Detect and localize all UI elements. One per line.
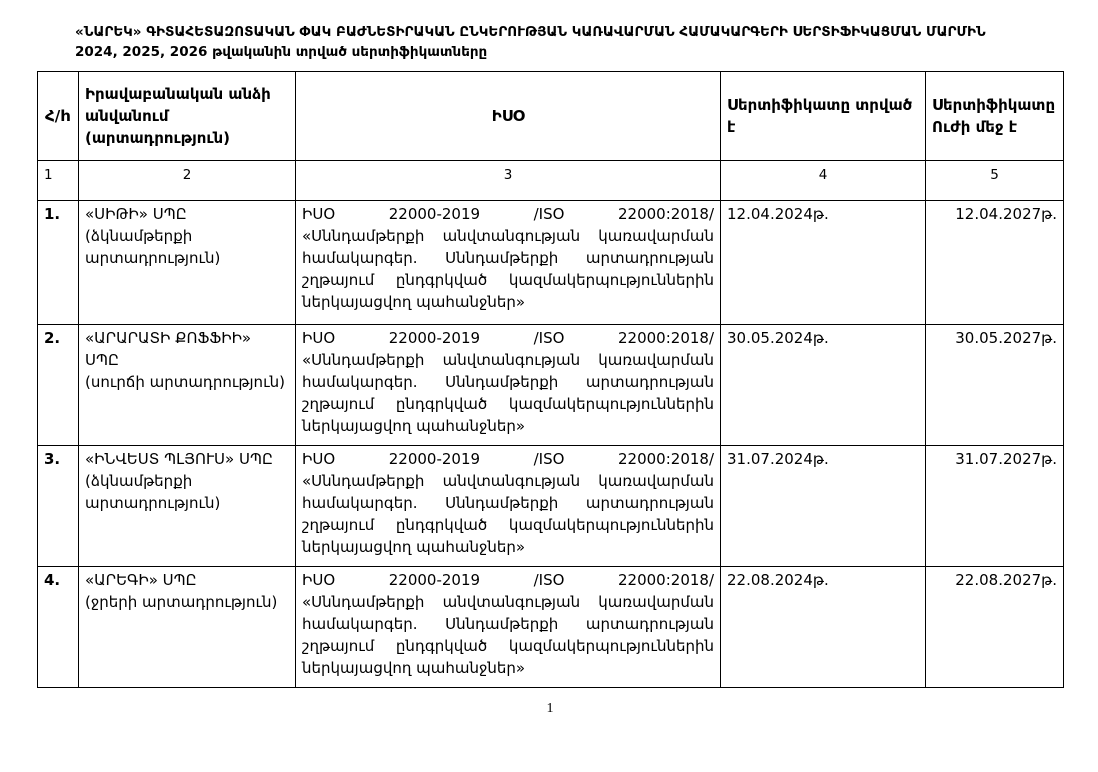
iso-line: շղթայում ընդգրկված կազմակերպություններին <box>302 637 714 656</box>
company-cell <box>79 325 296 446</box>
company-activity: (սուրճի արտադրություն) <box>85 373 285 392</box>
row-number: 1. <box>38 201 79 325</box>
iso-line: շղթայում ընդգրկված կազմակերպություններին <box>302 271 714 290</box>
iso-cell <box>296 567 721 688</box>
row-number: 2. <box>38 325 79 446</box>
iso-line: ներկայացվող պահանջներ» <box>302 659 526 678</box>
company-name: «ԱՐԱՐԱՏԻ ՔՈՖՖԻԻ» ՍՊԸ <box>85 329 252 370</box>
company-name: «ՍԻԹԻ» ՍՊԸ <box>85 205 187 224</box>
iso-line: համակարգեր. Սննդամթերքի արտադրության <box>302 615 714 634</box>
company-cell <box>79 201 296 325</box>
issued-date: 31.07.2024թ. <box>721 446 926 567</box>
company-activity: (ձկնամթերքի արտադրություն) <box>85 227 221 268</box>
page-title-line2: 2024, 2025, 2026 թվականին տրված սերտիֆիկատները <box>75 43 488 60</box>
iso-line: ներկայացվող պահանջներ» <box>302 417 526 436</box>
iso-line: «Սննդամթերքի անվտանգության կառավարման <box>302 227 714 246</box>
iso-cell <box>296 446 721 567</box>
valid-date: 30.05.2027թ. <box>926 325 1064 446</box>
iso-line: ԻՍՕ 22000-2019 /ISO 22000:2018/ <box>302 571 714 590</box>
issued-date: 30.05.2024թ. <box>721 325 926 446</box>
iso-line: «Սննդամթերքի անվտանգության կառավարման <box>302 351 714 370</box>
column-number-1: 1 <box>38 161 79 201</box>
valid-date: 12.04.2027թ. <box>926 201 1064 325</box>
col-header-valid: Սերտիֆիկատը Ուժի մեջ է <box>926 72 1064 161</box>
page-number: 1 <box>546 701 554 717</box>
table-header-row <box>38 72 1064 161</box>
table-row <box>38 325 1064 446</box>
col-header-issued: Սերտիֆիկատը տրված է <box>721 72 926 161</box>
iso-line: ներկայացվող պահանջներ» <box>302 538 526 557</box>
page-title <box>75 23 1038 62</box>
company-cell <box>79 446 296 567</box>
iso-cell <box>296 201 721 325</box>
issued-date: 12.04.2024թ. <box>721 201 926 325</box>
iso-line: «Սննդամթերքի անվտանգության կառավարման <box>302 593 714 612</box>
valid-date: 22.08.2027թ. <box>926 567 1064 688</box>
table-row <box>38 567 1064 688</box>
col-header-company: Իրավաբանական անձի անվանում (արտադրություն) <box>79 72 296 161</box>
company-cell <box>79 567 296 688</box>
iso-line: համակարգեր. Սննդամթերքի արտադրության <box>302 249 714 268</box>
column-number-2: 2 <box>79 161 296 201</box>
iso-line: համակարգեր. Սննդամթերքի արտադրության <box>302 373 714 392</box>
valid-date: 31.07.2027թ. <box>926 446 1064 567</box>
iso-cell <box>296 325 721 446</box>
issued-date: 22.08.2024թ. <box>721 567 926 688</box>
column-number-3: 3 <box>296 161 721 201</box>
iso-line: ԻՍՕ 22000-2019 /ISO 22000:2018/ <box>302 329 714 348</box>
iso-line: ԻՍՕ 22000-2019 /ISO 22000:2018/ <box>302 450 714 469</box>
col-header-number: Հ/h <box>38 72 79 161</box>
iso-line: շղթայում ընդգրկված կազմակերպություններին <box>302 395 714 414</box>
company-activity: (ձկնամթերքի արտադրություն) <box>85 472 221 513</box>
row-number: 4. <box>38 567 79 688</box>
col-header-iso: ԻՍՕ <box>296 72 721 161</box>
iso-line: շղթայում ընդգրկված կազմակերպություններին <box>302 516 714 535</box>
column-number-5: 5 <box>926 161 1064 201</box>
row-number: 3. <box>38 446 79 567</box>
company-name: «ԻՆՎԵՍՏ ՊԼՅՈՒՍ» ՍՊԸ <box>85 450 273 469</box>
column-number-4: 4 <box>721 161 926 201</box>
iso-line: ներկայացվող պահանջներ» <box>302 293 526 312</box>
column-numbering-row <box>38 161 1064 201</box>
iso-line: «Սննդամթերքի անվտանգության կառավարման <box>302 472 714 491</box>
iso-line: ԻՍՕ 22000-2019 /ISO 22000:2018/ <box>302 205 714 224</box>
company-name: «ԱՐԵԳԻ» ՍՊԸ <box>85 571 197 590</box>
iso-line: համակարգեր. Սննդամթերքի արտադրության <box>302 494 714 513</box>
certificates-table <box>37 71 1064 688</box>
page-title-line1: «ՆԱՐԵԿ» ԳԻՏԱՀԵՏԱԶՈՏԱԿԱՆ ՓԱԿ ԲԱԺՆԵՏԻՐԱԿԱՆ ԸՆԿԵՐՈՒԹՅԱՆ ԿԱՌԱՎԱՐՄԱՆ ՀԱՄԱԿԱՐԳԵՐԻ ՍԵՐՏԻՖԻԿԱՑՄԱՆ ՄԱՐՄԻՆ <box>75 24 986 40</box>
table-row <box>38 446 1064 567</box>
table-row <box>38 201 1064 325</box>
company-activity: (ջրերի արտադրություն) <box>85 593 278 612</box>
